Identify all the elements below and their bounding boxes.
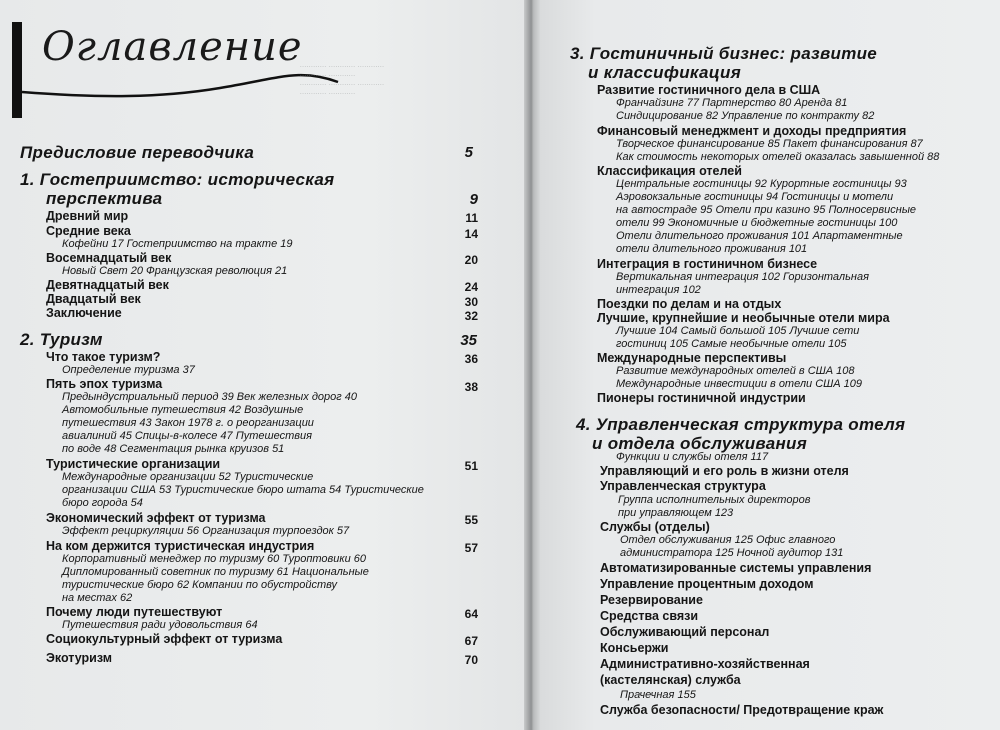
toc-subentry: на автостраде 95 Отели при казино 95 Полносервисные bbox=[616, 204, 917, 216]
toc-subentry: путешествия 43 Закон 1978 г. о реорганизации bbox=[62, 417, 314, 429]
toc-subentry: Прачечная 155 bbox=[620, 689, 696, 701]
toc-entry: Интеграция в гостиничном бизнесе bbox=[597, 257, 818, 271]
toc-page-number: 38 bbox=[464, 380, 478, 394]
toc-subentry: бюро города 54 bbox=[62, 497, 143, 509]
toc-entry: Управление процентным доходом bbox=[600, 577, 814, 591]
toc-page-number: 64 bbox=[464, 607, 478, 621]
toc-entry: Предисловие переводчика bbox=[20, 143, 255, 162]
toc-subentry: Определение туризма 37 bbox=[62, 364, 195, 376]
show-through-text: ............ ............ ............ ............ ............ ............ ............ ............ ............ ............ bbox=[300, 60, 385, 96]
toc-subentry: Франчайзинг 77 Партнерство 80 Аренда 81 bbox=[616, 97, 848, 109]
toc-subentry: Аэровокзальные гостиницы 94 Гостиницы и мотели bbox=[616, 191, 894, 203]
toc-subentry: Группа исполнительных директоров bbox=[618, 494, 811, 506]
toc-entry: Развитие гостиничного дела в США bbox=[597, 83, 821, 97]
page-title: Оглавление bbox=[42, 24, 303, 70]
toc-subentry: по воде 48 Сегментация рынка круизов 51 bbox=[62, 443, 285, 455]
toc-entry: Экономический эффект от туризма bbox=[46, 511, 266, 525]
toc-subentry: Путешествия ради удовольствия 64 bbox=[62, 619, 258, 631]
toc-subentry: Лучшие 104 Самый большой 105 Лучшие сети bbox=[616, 325, 860, 337]
toc-subentry: Центральные гостиницы 92 Курортные гостиницы 93 bbox=[616, 178, 907, 190]
toc-entry: Автоматизированные системы управления bbox=[600, 561, 872, 575]
toc-entry: Почему люди путешествуют bbox=[46, 605, 223, 619]
toc-part-heading: 1. Гостеприимство: историческая bbox=[20, 170, 335, 189]
toc-subentry: Вертикальная интеграция 102 Горизонтальная bbox=[616, 271, 869, 283]
toc-subentry: на местах 62 bbox=[62, 592, 133, 604]
toc-subentry: организации США 53 Туристические бюро штата 54 Туристические bbox=[62, 484, 424, 496]
toc-subentry: Новый Свет 20 Французская революция 21 bbox=[62, 265, 288, 277]
toc-entry: Средние века bbox=[46, 224, 131, 238]
toc-subentry: гостиниц 105 Самые необычные отели 105 bbox=[616, 338, 847, 350]
toc-entry: На ком держится туристическая индустрия bbox=[46, 539, 315, 553]
toc-part-heading: 3. Гостиничный бизнес: развитие bbox=[570, 44, 878, 63]
toc-subentry: Кофейни 17 Гостеприимство на тракте 19 bbox=[62, 238, 293, 250]
toc-page-number: 20 bbox=[464, 253, 478, 267]
toc-page-number: 14 bbox=[464, 227, 478, 241]
toc-page-number: 30 bbox=[464, 295, 478, 309]
toc-subentry: Отдел обслуживания 125 Офис главного bbox=[620, 534, 836, 546]
toc-subentry: Как стоимость некоторых отелей оказалась завышенной 88 bbox=[616, 151, 940, 163]
toc-part-heading: 2. Туризм bbox=[20, 330, 103, 349]
toc-entry: Девятнадцатый век bbox=[46, 278, 169, 292]
toc-entry: Пионеры гостиничной индустрии bbox=[597, 391, 806, 405]
toc-entry: Средства связи bbox=[600, 609, 699, 623]
toc-subentry: туристические бюро 62 Компании по обустройству bbox=[62, 579, 338, 591]
toc-part-heading: и классификация bbox=[588, 63, 742, 82]
toc-entry: Службы (отделы) bbox=[600, 520, 710, 534]
toc-entry: Управленческая структура bbox=[600, 479, 766, 493]
toc-entry: Двадцатый век bbox=[46, 292, 141, 306]
title-swoosh bbox=[20, 58, 340, 103]
toc-page-number: 36 bbox=[464, 352, 478, 366]
toc-subentry: Международные организации 52 Туристические bbox=[62, 471, 314, 483]
toc-page-number: 5 bbox=[464, 144, 473, 161]
toc-page-number: 24 bbox=[464, 280, 478, 294]
toc-entry: Что такое туризм? bbox=[46, 350, 161, 364]
toc-subentry: Автомобильные путешествия 42 Воздушные bbox=[62, 404, 304, 416]
toc-subentry: отели 99 Экономичные и бюджетные гостиницы 100 bbox=[616, 217, 898, 229]
toc-entry: Классификация отелей bbox=[597, 164, 742, 178]
toc-entry: Резервирование bbox=[600, 593, 703, 607]
toc-part-heading: и отдела обслуживания bbox=[592, 434, 808, 453]
toc-page-number: 51 bbox=[464, 459, 478, 473]
toc-subentry: Развитие международных отелей в США 108 bbox=[616, 365, 855, 377]
toc-entry: Древний мир bbox=[46, 209, 129, 223]
toc-subentry: авиалиний 45 Спицы-в-колесе 47 Путешествия bbox=[62, 430, 313, 442]
toc-part-heading: перспектива bbox=[46, 189, 163, 208]
toc-entry: Восемнадцатый век bbox=[46, 251, 172, 265]
toc-subentry: Творческое финансирование 85 Пакет финансирования 87 bbox=[616, 138, 923, 150]
toc-subentry: Предындустриальный период 39 Век железных дорог 40 bbox=[62, 391, 357, 403]
toc-page-number: 35 bbox=[460, 332, 477, 349]
toc-subentry: Эффект рециркуляции 56 Организация турпоездок 57 bbox=[62, 525, 350, 537]
toc-entry: Финансовый менеджмент и доходы предприятия bbox=[597, 124, 907, 138]
book-spine bbox=[524, 0, 540, 730]
toc-subentry: Международные инвестиции в отели США 109 bbox=[616, 378, 863, 390]
toc-entry: Пять эпох туризма bbox=[46, 377, 163, 391]
toc-page-number: 55 bbox=[464, 513, 478, 527]
toc-page-number: 11 bbox=[465, 211, 478, 225]
toc-subentry: Дипломированный советник по туризму 61 Национальные bbox=[62, 566, 369, 578]
toc-entry: Служба безопасности/ Предотвращение краж bbox=[600, 703, 884, 717]
toc-page-number: 9 bbox=[469, 191, 478, 208]
toc-subentry: интеграция 102 bbox=[616, 284, 701, 296]
toc-entry: Туристические организации bbox=[46, 457, 221, 471]
toc-entry: Управляющий и его роль в жизни отеля bbox=[600, 464, 849, 478]
toc-subentry: Корпоративный менеджер по туризму 60 Туроптовики 60 bbox=[62, 553, 367, 565]
toc-page-number: 57 bbox=[464, 541, 478, 555]
toc-entry: Поездки по делам и на отдых bbox=[597, 297, 782, 311]
toc-subentry: Синдицирование 82 Управление по контракту 82 bbox=[616, 110, 875, 122]
right-page bbox=[540, 0, 1000, 730]
toc-entry: Заключение bbox=[46, 306, 122, 320]
toc-page-number: 32 bbox=[464, 309, 478, 323]
toc-entry: Экотуризм bbox=[46, 651, 112, 665]
toc-subentry: администратора 125 Ночной аудитор 131 bbox=[620, 547, 844, 559]
toc-entry: Консьержи bbox=[600, 641, 669, 655]
toc-subentry: отели длительного проживания 101 bbox=[616, 243, 808, 255]
toc-entry: (кастелянская) служба bbox=[600, 673, 741, 687]
toc-page-number: 67 bbox=[464, 634, 478, 648]
toc-part-heading: 4. Управленческая структура отеля bbox=[576, 415, 906, 434]
toc-entry: Административно-хозяйственная bbox=[600, 657, 810, 671]
toc-entry: Обслуживающий персонал bbox=[600, 625, 770, 639]
toc-subentry: Отели длительного проживания 101 Апартаментные bbox=[616, 230, 903, 242]
toc-entry: Социокультурный эффект от туризма bbox=[46, 632, 283, 646]
toc-subentry: Функции и службы отеля 117 bbox=[616, 451, 769, 463]
toc-entry: Международные перспективы bbox=[597, 351, 787, 365]
toc-entry: Лучшие, крупнейшие и необычные отели мира bbox=[597, 311, 890, 325]
toc-page-number: 70 bbox=[464, 653, 478, 667]
toc-subentry: при управляющем 123 bbox=[618, 507, 734, 519]
